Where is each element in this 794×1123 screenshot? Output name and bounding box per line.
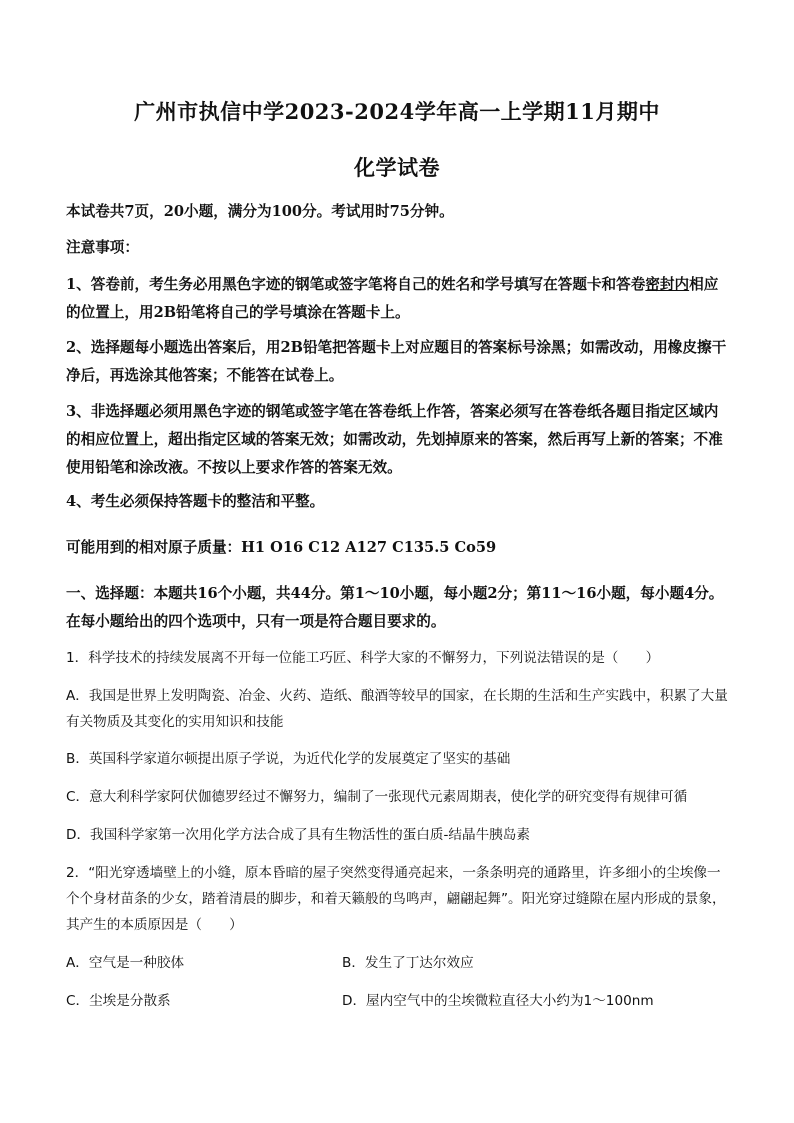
question-1-stem: 1．科学技术的持续发展离不开每一位能工巧匠、科学大家的不懈努力，下列说法错误的是（ ）: [66, 650, 660, 666]
question-2-stem: 2．“阳光穿透墙壁上的小缝，原本昏暗的屋子突然变得通亮起来，一条条明亮的通路里，许多细小的尘埃像一个个身材苗条的少女，踏着清晨的脚步，和着天籁般的鸟鸣声，翩翩起舞”。阳光穿过缝隙在屋内形成的景象，其产生的本质原因是（ ）: [66, 865, 726, 933]
exam-title: 广州市执信中学2023-2024学年高一上学期11月期中: [134, 99, 660, 124]
question-1-option-b: B．英国科学家道尔顿提出原子学说，为近代化学的发展奠定了坚实的基础: [66, 751, 511, 767]
question-2-option-c: C．尘埃是分散系: [66, 993, 171, 1009]
notice-heading: 注意事项：: [66, 239, 139, 256]
notice-item-4: 4、考生必须保持答题卡的整洁和平整。: [66, 493, 325, 510]
question-1-option-c: C．意大利科学家阿伏伽德罗经过不懈努力，编制了一张现代元素周期表，使化学的研究变得有规律可循: [66, 789, 688, 805]
notice-item-1-text-after: 相应的位置上，用2B铅笔将自己的学号填涂在答题卡上。: [66, 276, 719, 321]
notice-item-3: 3、非选择题必须用黑色字迹的钢笔或签字笔在答卷纸上作答，答案必须写在答卷纸各题目指定区域内的相应位置上，超出指定区域的答案无效；如需改动，先划掉原来的答案，然后再写上新的答案；不准使用铅笔和涂改液。不按以上要求作答的答案无效。: [66, 403, 723, 476]
notice-item-1-text-before: 1、答卷前，考生务必用黑色字迹的钢笔或签字笔将自己的姓名和学号填写在答题卡和答卷: [66, 276, 646, 293]
notice-item-1-underlined: 密封内: [645, 276, 690, 293]
notice-item-1: [66, 271, 730, 327]
exam-intro: 本试卷共7页，20小题，满分为100分。考试用时75分钟。: [66, 203, 454, 220]
question-2-option-a: A．空气是一种胶体: [66, 955, 185, 971]
question-1-option-a: A．我国是世界上发明陶瓷、冶金、火药、造纸、酿酒等较早的国家，在长期的生活和生产实践中，积累了大量有关物质及其变化的实用知识和技能: [66, 688, 728, 730]
question-2-option-b: B．发生了丁达尔效应: [342, 955, 474, 971]
question-2-option-d: D．屋内空气中的尘埃微粒直径大小约为1～100nm: [342, 993, 654, 1009]
exam-subject-title: 化学试卷: [354, 155, 440, 180]
notice-item-2: 2、选择题每小题选出答案后，用2B铅笔把答题卡上对应题目的答案标号涂黑；如需改动，用橡皮擦干净后，再选涂其他答案；不能答在试卷上。: [66, 339, 727, 384]
section-1-heading: 一、选择题：本题共16个小题，共44分。第1～10小题，每小题2分；第11～16小题，每小题4分。在每小题给出的四个选项中，只有一项是符合题目要求的。: [66, 585, 724, 630]
atomic-mass-line: 可能用到的相对原子质量：H1 O16 C12 A127 C135.5 Co59: [66, 539, 497, 556]
question-1-option-d: D．我国科学家第一次用化学方法合成了具有生物活性的蛋白质-结晶牛胰岛素: [66, 827, 530, 843]
